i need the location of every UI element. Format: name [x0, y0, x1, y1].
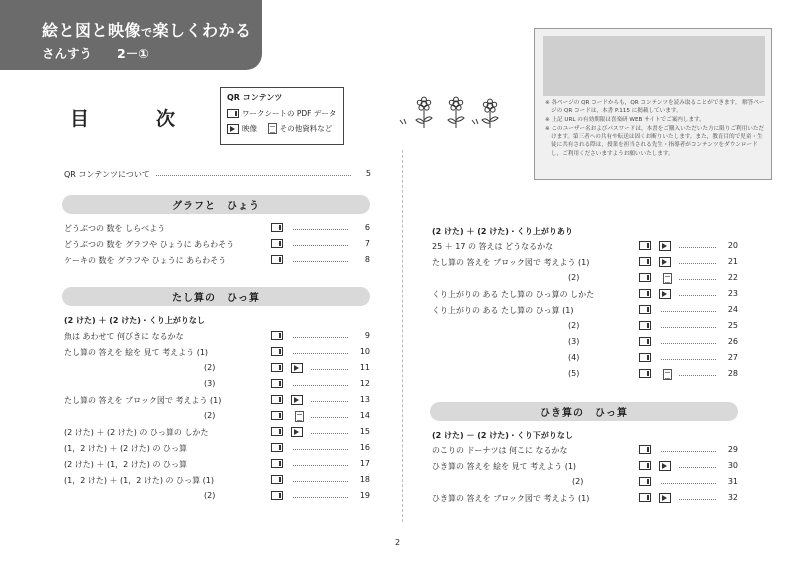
worksheet-icon[interactable]	[639, 321, 651, 330]
worksheet-icon[interactable]	[271, 395, 283, 404]
toc-entry[interactable]	[64, 410, 374, 424]
toc-entry[interactable]	[432, 444, 742, 458]
toc-entry[interactable]	[432, 476, 742, 490]
toc-entry[interactable]	[64, 426, 374, 440]
entry-label: くり上がりの ある たし算の ひっ算 (1)	[432, 306, 574, 315]
entry-page: 21	[727, 257, 738, 266]
entry-label: (2 けた) ＋ (2 けた) の ひっ算の しかた	[64, 428, 209, 437]
document-icon[interactable]	[663, 273, 672, 284]
qr-notes: ※ 各ページの QR コードからも，QR コンテンツを読み取ることができます。 解答ページの QR コードは，本書 P.115 に掲載しています。 ※ 上記 URL の有効期限は喜楽研 WEB サイトでご案内します。 ※ このユーザー名およびパスワードは，本書をご購入いただいた方に限りご利用いただけます。第三者への共有や転送は固くお断りいたします。また，教育目的で児童・生徒に共有される際は，授業を担当される先生・指導者がコンテンツをダウンロードし，ご利用くださいますようお願いいたします。	[545, 100, 765, 157]
entry-label: (4)	[568, 353, 580, 362]
entry-page: 14	[359, 411, 370, 420]
worksheet-icon[interactable]	[639, 273, 651, 282]
toc-entry[interactable]	[64, 238, 374, 252]
toc-entry[interactable]	[432, 492, 742, 506]
legend-video: 映像	[242, 124, 257, 133]
entry-page: 8	[364, 255, 370, 264]
entry-page: 9	[364, 331, 370, 340]
entry-page: 28	[727, 369, 738, 378]
toc-entry[interactable]	[432, 272, 742, 286]
entry-page: 7	[364, 239, 370, 248]
section-graph: グラフと ひょう	[62, 195, 370, 214]
video-icon[interactable]	[291, 427, 303, 437]
worksheet-icon[interactable]	[639, 257, 651, 266]
entry-label: (3)	[568, 337, 580, 346]
toc-entry[interactable]	[64, 394, 374, 408]
entry-page: 19	[359, 491, 370, 500]
worksheet-icon[interactable]	[271, 491, 283, 500]
toc-entry[interactable]	[432, 320, 742, 334]
subhead-sub-no-borrow: (2 けた) － (2 けた)・くり下がりなし	[432, 431, 573, 440]
entry-label: (1，2 けた) ＋ (2 けた) の ひっ算	[64, 444, 188, 453]
entry-label: どうぶつの 数を グラフや ひょうに あらわそう	[64, 240, 235, 249]
toc-entry[interactable]	[64, 442, 374, 456]
toc-entry-qr[interactable]: QR コンテンツについて 5	[64, 169, 371, 179]
book-header	[0, 0, 262, 70]
worksheet-icon[interactable]	[271, 331, 283, 340]
entry-label: たし算の 答えを 絵を 見て 考えよう (1)	[64, 348, 209, 357]
entry-page: 10	[359, 347, 370, 356]
subhead-add-no-carry: (2 けた) ＋ (2 けた)・くり上がりなし	[64, 316, 205, 325]
worksheet-icon[interactable]	[639, 289, 651, 298]
entry-page: 18	[359, 475, 370, 484]
qr-legend	[220, 87, 344, 145]
entry-page: 25	[727, 321, 738, 330]
worksheet-icon[interactable]	[271, 363, 283, 372]
worksheet-icon[interactable]	[639, 369, 651, 378]
entry-label: 魚は あわせて 何びきに なるかな	[64, 332, 184, 341]
toc-entry[interactable]	[64, 346, 374, 360]
entry-page: 15	[359, 427, 370, 436]
entry-page: 17	[359, 459, 370, 468]
toc-entry[interactable]	[432, 352, 742, 366]
toc-entry[interactable]	[64, 490, 374, 504]
entry-page: 30	[727, 461, 738, 470]
entry-label: (2)	[568, 321, 580, 330]
entry-page: 20	[727, 241, 738, 250]
video-icon	[227, 124, 239, 134]
entry-page: 11	[359, 363, 370, 372]
entry-label: くり上がりの ある たし算の ひっ算の しかた	[432, 290, 595, 299]
video-icon[interactable]	[659, 289, 671, 299]
entry-label: (2)	[572, 477, 584, 486]
qr-info-box	[534, 28, 772, 180]
entry-page: 13	[359, 395, 370, 404]
toc-entry[interactable]	[64, 458, 374, 472]
toc-entry[interactable]	[432, 240, 742, 254]
entry-page: 12	[359, 379, 370, 388]
worksheet-icon[interactable]	[639, 337, 651, 346]
video-icon[interactable]	[659, 241, 671, 251]
toc-entry[interactable]	[432, 336, 742, 350]
entry-label: (2)	[204, 363, 216, 372]
worksheet-icon[interactable]	[271, 255, 283, 264]
entry-label: (2)	[568, 273, 580, 282]
page-number: 2	[395, 538, 401, 547]
entry-label: (2)	[204, 491, 216, 500]
entry-label: たし算の 答えを ブロック図で 考えよう (1)	[64, 396, 222, 405]
worksheet-icon[interactable]	[639, 445, 651, 454]
video-icon[interactable]	[291, 395, 303, 405]
toc-entry[interactable]	[432, 256, 742, 270]
worksheet-icon[interactable]	[271, 427, 283, 436]
toc-title: 目 次	[70, 108, 200, 130]
entry-label: (2)	[204, 411, 216, 420]
entry-page: 24	[727, 305, 738, 314]
entry-label: (3)	[204, 379, 216, 388]
toc-entry[interactable]	[432, 304, 742, 318]
toc-entry[interactable]	[64, 254, 374, 268]
entry-page: 22	[727, 273, 738, 282]
worksheet-icon[interactable]	[271, 223, 283, 232]
toc-entry[interactable]	[432, 460, 742, 474]
entry-page: 6	[364, 223, 370, 232]
entry-label: 25 ＋ 17 の 答えは どうなるかな	[432, 242, 554, 251]
worksheet-icon[interactable]	[271, 239, 283, 248]
entry-page: 32	[727, 493, 738, 502]
entry-page: 16	[359, 443, 370, 452]
video-icon[interactable]	[659, 257, 671, 267]
video-icon[interactable]	[659, 461, 671, 471]
book-title: 絵と図と映像で楽しくわかる	[42, 21, 252, 40]
entry-label: ケーキの 数を グラフや ひょうに あらわそう	[64, 256, 227, 265]
column-divider	[402, 150, 403, 522]
worksheet-icon[interactable]	[271, 475, 283, 484]
video-icon[interactable]	[291, 363, 303, 373]
section-subtraction: ひき算の ひっ算	[430, 402, 738, 421]
worksheet-icon[interactable]	[271, 411, 283, 420]
legend-worksheet: ワークシートの PDF データ	[242, 109, 337, 118]
worksheet-icon[interactable]	[639, 461, 651, 470]
entry-label: ひき算の 答えを ブロック図で 考えよう (1)	[432, 494, 590, 503]
entry-page: 31	[727, 477, 738, 486]
qr-access-band	[543, 36, 765, 96]
worksheet-icon[interactable]	[271, 459, 283, 468]
worksheet-icon[interactable]	[271, 379, 283, 388]
legend-other: その他資料など	[279, 124, 333, 133]
toc-entry[interactable]	[64, 330, 374, 344]
entry-label: どうぶつの 数を しらべよう	[64, 224, 166, 233]
entry-page: 26	[727, 337, 738, 346]
entry-label: たし算の 答えを ブロック図で 考えよう (1)	[432, 258, 590, 267]
entry-label: (1，2 けた) ＋ (1，2 けた) の ひっ算 (1)	[64, 476, 214, 485]
worksheet-icon[interactable]	[639, 241, 651, 250]
entry-page: 23	[727, 289, 738, 298]
toc-entry[interactable]	[64, 222, 374, 236]
document-icon[interactable]	[663, 369, 672, 380]
entry-label: のこりの ドーナツは 何こに なるかな	[432, 446, 568, 455]
entry-label: (5)	[568, 369, 580, 378]
entry-label: (2 けた) ＋ (1，2 けた) の ひっ算	[64, 460, 188, 469]
worksheet-icon	[227, 109, 239, 118]
worksheet-icon[interactable]	[639, 305, 651, 314]
toc-entry[interactable]	[432, 288, 742, 302]
worksheet-icon[interactable]	[271, 443, 283, 452]
entry-page: 29	[727, 445, 738, 454]
video-icon[interactable]	[659, 493, 671, 503]
worksheet-icon[interactable]	[639, 493, 651, 502]
document-icon[interactable]	[295, 411, 304, 422]
subhead-add-carry: (2 けた) ＋ (2 けた)・くり上がりあり	[432, 227, 573, 236]
toc-entry[interactable]	[64, 362, 374, 376]
worksheet-icon[interactable]	[639, 353, 651, 362]
toc-entry[interactable]	[64, 474, 374, 488]
entry-page: 27	[727, 353, 738, 362]
flowers-illustration	[396, 96, 506, 130]
worksheet-icon[interactable]	[639, 477, 651, 486]
book-subtitle: さんすう 2－①	[42, 46, 149, 61]
entry-label: ひき算の 答えを 絵を 見て 考えよう (1)	[432, 462, 577, 471]
legend-title: QR コンテンツ	[227, 93, 283, 102]
document-icon	[268, 123, 277, 134]
toc-entry[interactable]	[64, 378, 374, 392]
toc-entry[interactable]	[432, 368, 742, 382]
worksheet-icon[interactable]	[271, 347, 283, 356]
section-addition: たし算の ひっ算	[62, 287, 370, 306]
